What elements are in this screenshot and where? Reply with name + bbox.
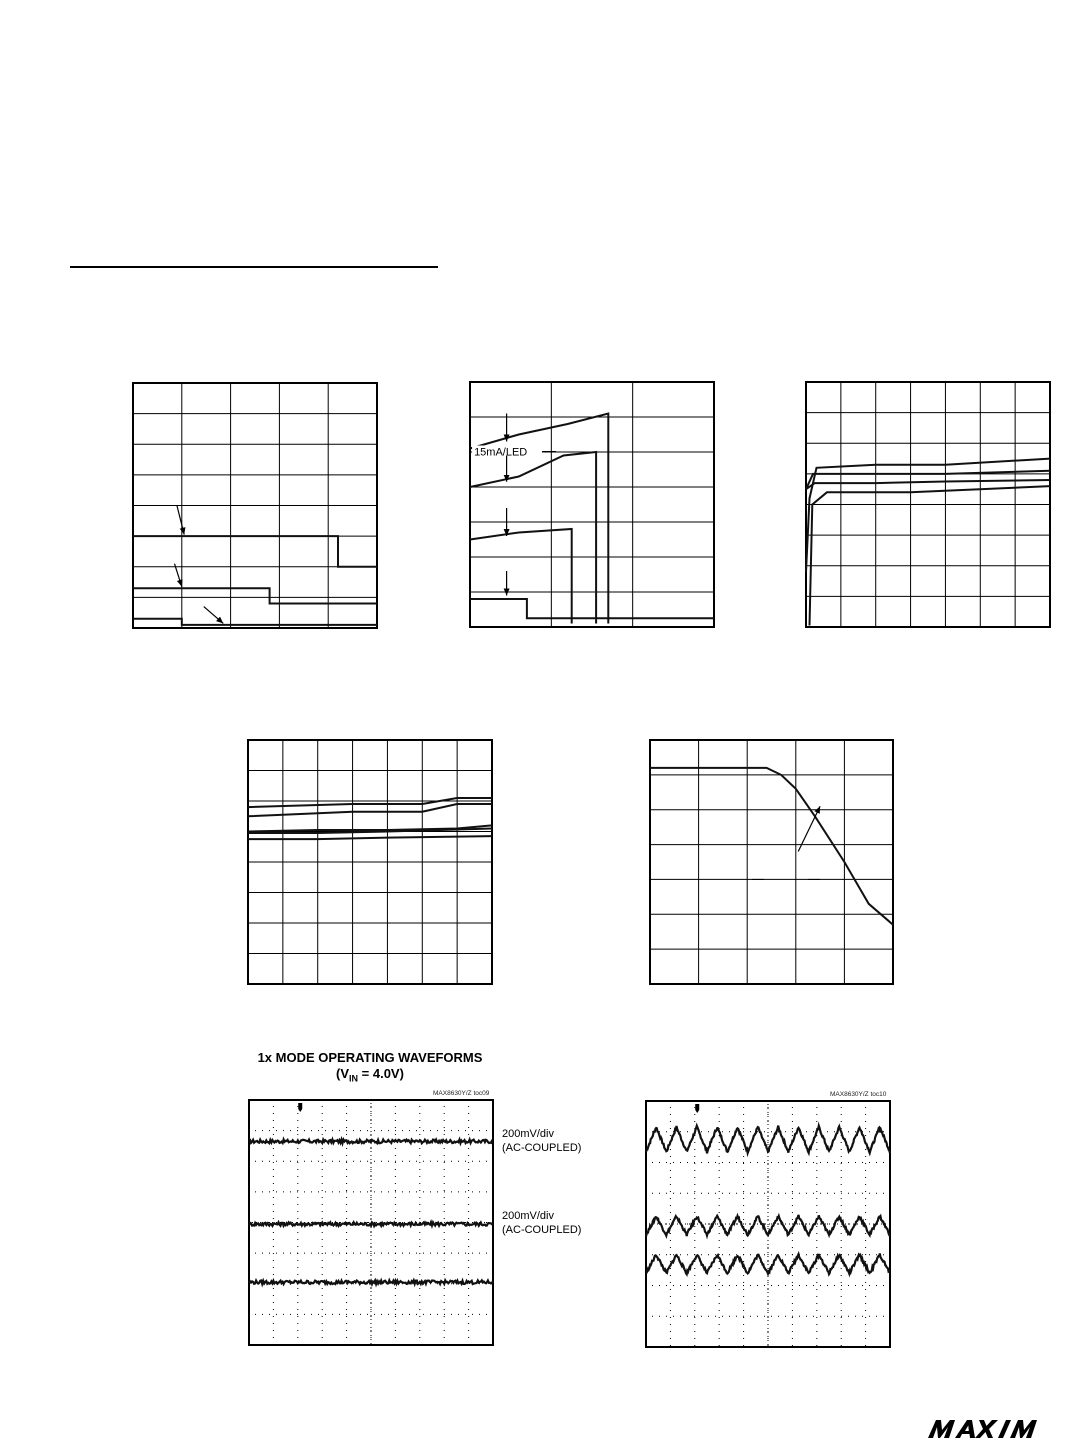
chart-1 — [132, 382, 378, 629]
plot-frame — [650, 740, 893, 984]
annotation-label: 15mA/LED — [474, 446, 528, 459]
series-line-1 — [248, 798, 492, 807]
section-divider — [70, 266, 438, 268]
trigger-marker — [298, 1103, 302, 1112]
series-line-5 — [248, 836, 492, 839]
series-line-3 — [133, 619, 377, 625]
series-line-1 — [806, 459, 1050, 572]
chart-6-title: 1x MODE OPERATING WAVEFORMS $(V_{IN} = 4.0V)$ — [257, 1050, 483, 1084]
series-line-1 — [646, 1126, 890, 1154]
annotation-arrow-1 — [177, 506, 184, 535]
chart-3 — [805, 381, 1051, 628]
series-line-2 — [133, 588, 377, 603]
series-line-1 — [133, 536, 377, 567]
maxim-logo — [928, 1418, 1050, 1440]
chart-6-label-2: 200mV/div (AC-COUPLED) — [502, 1210, 582, 1236]
chart-7 — [645, 1100, 891, 1348]
series-line-4 — [470, 599, 714, 618]
chart-6 — [248, 1099, 494, 1346]
chart-6-label-1: 200mV/div (AC-COUPLED) — [502, 1128, 582, 1154]
series-line-3 — [249, 1280, 493, 1284]
series-line-2 — [249, 1222, 493, 1226]
series-line-2 — [646, 1215, 890, 1236]
series-line-3 — [470, 529, 572, 624]
annotation-arrow-3 — [204, 607, 224, 624]
series-line-1 — [650, 768, 893, 925]
series-line-1 — [249, 1140, 493, 1144]
trigger-marker — [695, 1104, 699, 1113]
chart-6-tag: MAX8630Y/Z toc09 — [433, 1090, 490, 1097]
chart-7-tag: MAX8630Y/Z toc10 — [830, 1091, 887, 1098]
series-line-3 — [248, 825, 492, 831]
chart-2 — [469, 381, 715, 628]
chart-5 — [649, 739, 894, 985]
chart-4 — [247, 739, 493, 985]
series-line-4 — [810, 486, 1051, 625]
